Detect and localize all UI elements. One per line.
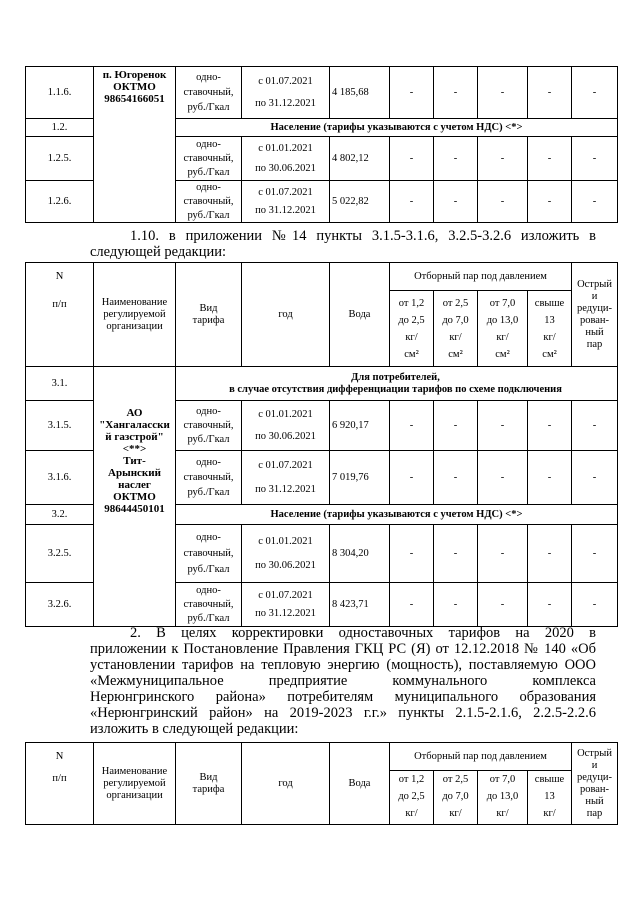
section-heading: Население (тарифы указываются с учетом НДС) <*> (176, 119, 618, 137)
org-name-cell (94, 67, 176, 223)
row-number: 1.1.6. (26, 67, 94, 119)
water-value: 8 304,20 (330, 525, 390, 583)
row-number: 1.2.6. (26, 181, 94, 223)
steam-value: - (528, 451, 572, 505)
water-value: 6 920,17 (330, 401, 390, 451)
steam-value: - (390, 451, 434, 505)
steam-value: - (434, 137, 478, 181)
paragraph-line: установлении тарифов на тепловую энергию (мощность), поставляемую ООО (90, 657, 596, 673)
steam-value: - (390, 67, 434, 119)
period: с 01.07.2021 по 31.12.2021 (242, 67, 330, 119)
steam-value: - (528, 583, 572, 627)
sharp-steam-value: - (572, 583, 618, 627)
steam-value: - (390, 583, 434, 627)
period: с 01.01.2021 по 30.06.2021 (242, 401, 330, 451)
row-number: 3.2. (26, 505, 94, 525)
paragraph-line: 2. В целях корректировки одноставочных тарифов на 2020 в (130, 625, 596, 641)
tariff-type: одно- ставочный, руб./Гкал (176, 525, 242, 583)
steam-value: - (434, 583, 478, 627)
paragraph-line: Нерюнгринского района» потребителям муниципального образования (90, 689, 596, 705)
paragraph-line: «Нерюнгринский район» на 2019-2023 г.г.» пункты 2.1.5-2.1.6, 2.2.5-2.2.6 (90, 705, 596, 721)
org-line: п. Югоренок (102, 69, 167, 81)
steam-value: - (434, 181, 478, 223)
header-water: Вода (330, 263, 390, 367)
row-number: 3.1. (26, 367, 94, 401)
section-heading: Для потребителей, в случае отсутствия дифференциации тарифов по схеме подключения (176, 367, 618, 401)
tariff-type: одно- ставочный, руб./Гкал (176, 137, 242, 181)
sharp-steam-value: - (572, 181, 618, 223)
steam-value: - (478, 525, 528, 583)
org-name-cell: АО "Хангаласски й газстрой" <**> Тит- Арынский наслег ОКТМО 98644450101 (94, 367, 176, 627)
sharp-steam-value: - (572, 451, 618, 505)
steam-value: - (434, 401, 478, 451)
tariff-type: одно- ставочный, руб./Гкал (176, 401, 242, 451)
steam-value: - (478, 401, 528, 451)
water-value: 4 802,12 (330, 137, 390, 181)
period: с 01.01.2021 по 30.06.2021 (242, 525, 330, 583)
steam-value: - (528, 181, 572, 223)
header-steam-2: от 2,5 до 7,0 кг/ (434, 771, 478, 825)
water-value: 5 022,82 (330, 181, 390, 223)
header-row (26, 743, 618, 771)
table-row (26, 367, 618, 401)
row-number: 3.1.6. (26, 451, 94, 505)
steam-value: - (528, 67, 572, 119)
steam-value: - (478, 181, 528, 223)
water-value: 7 019,76 (330, 451, 390, 505)
header-num: N п/п (26, 743, 94, 825)
tariff-type: одно- ставочный, руб./Гкал (176, 67, 242, 119)
header-water: Вода (330, 743, 390, 825)
header-tariff: Вид тарифа (176, 743, 242, 825)
paragraph-1-10-line1: 1.10. в приложении №14 пункты 3.1.5-3.1.6, 3.2.5-3.2.6 изложить в (130, 228, 596, 244)
sharp-steam-value: - (572, 401, 618, 451)
row-number: 1.2.5. (26, 137, 94, 181)
header-steam-group: Отборный пар под давлением (390, 743, 572, 771)
header-steam-1: от 1,2 до 2,5 кг/ (390, 771, 434, 825)
section-heading: Население (тарифы указываются с учетом НДС) <*> (176, 505, 618, 525)
steam-value: - (390, 137, 434, 181)
header-steam-4: свыше 13 кг/ (528, 771, 572, 825)
water-value: 8 423,71 (330, 583, 390, 627)
paragraph-line: «Межмуниципальное предприятие коммунального комплекса (90, 673, 596, 689)
row-number: 3.2.6. (26, 583, 94, 627)
steam-value: - (434, 67, 478, 119)
header-org: Наименование регулируемой организации (94, 263, 176, 367)
header-steam-4: свыше 13 кг/ см² (528, 291, 572, 367)
header-org: Наименование регулируемой организации (94, 743, 176, 825)
header-sharp-steam: Острый и редуци- рован- ный пар (572, 743, 618, 825)
org-line: 98654166051 (104, 93, 165, 105)
header-year: год (242, 743, 330, 825)
steam-value: - (434, 451, 478, 505)
steam-value: - (478, 137, 528, 181)
org-line: ОКТМО (113, 81, 156, 93)
header-year: год (242, 263, 330, 367)
row-number: 3.1.5. (26, 401, 94, 451)
row-number: 1.2. (26, 119, 94, 137)
header-row (26, 263, 618, 291)
header-steam-2: от 2,5 до 7,0 кг/ см² (434, 291, 478, 367)
sharp-steam-value: - (572, 137, 618, 181)
paragraph-line: приложении к Постановление Правления ГКЦ РС (Я) от 12.12.2018 № 140 «Об (90, 641, 596, 657)
tariff-type: одно- ставочный, руб./Гкал (176, 181, 242, 223)
paragraph-line: изложить в следующей редакции: (90, 721, 299, 737)
tariff-table-appendix-14 (25, 262, 618, 627)
tariff-table-continued (25, 66, 618, 223)
paragraph-1-10-line2: следующей редакции: (90, 244, 227, 260)
row-number: 3.2.5. (26, 525, 94, 583)
steam-value: - (528, 401, 572, 451)
header-sharp-steam: Острый и редуци- рован- ный пар (572, 263, 618, 367)
header-steam-3: от 7,0 до 13,0 кг/ см² (478, 291, 528, 367)
steam-value: - (390, 401, 434, 451)
tariff-table-next (25, 742, 618, 825)
header-steam-1: от 1,2 до 2,5 кг/ см² (390, 291, 434, 367)
period: с 01.07.2021 по 31.12.2021 (242, 451, 330, 505)
table-row (26, 67, 618, 119)
water-value: 4 185,68 (330, 67, 390, 119)
steam-value: - (390, 525, 434, 583)
header-num: N п/п (26, 263, 94, 367)
tariff-type: одно- ставочный, руб./Гкал (176, 583, 242, 627)
period: с 01.07.2021 по 31.12.2021 (242, 181, 330, 223)
period: с 01.01.2021 по 30.06.2021 (242, 137, 330, 181)
steam-value: - (528, 525, 572, 583)
steam-value: - (434, 525, 478, 583)
header-tariff: Вид тарифа (176, 263, 242, 367)
sharp-steam-value: - (572, 525, 618, 583)
tariff-type: одно- ставочный, руб./Гкал (176, 451, 242, 505)
steam-value: - (528, 137, 572, 181)
header-steam-group: Отборный пар под давлением (390, 263, 572, 291)
steam-value: - (478, 67, 528, 119)
sharp-steam-value: - (572, 67, 618, 119)
steam-value: - (478, 451, 528, 505)
steam-value: - (390, 181, 434, 223)
period: с 01.07.2021 по 31.12.2021 (242, 583, 330, 627)
steam-value: - (478, 583, 528, 627)
header-steam-3: от 7,0 до 13,0 кг/ (478, 771, 528, 825)
